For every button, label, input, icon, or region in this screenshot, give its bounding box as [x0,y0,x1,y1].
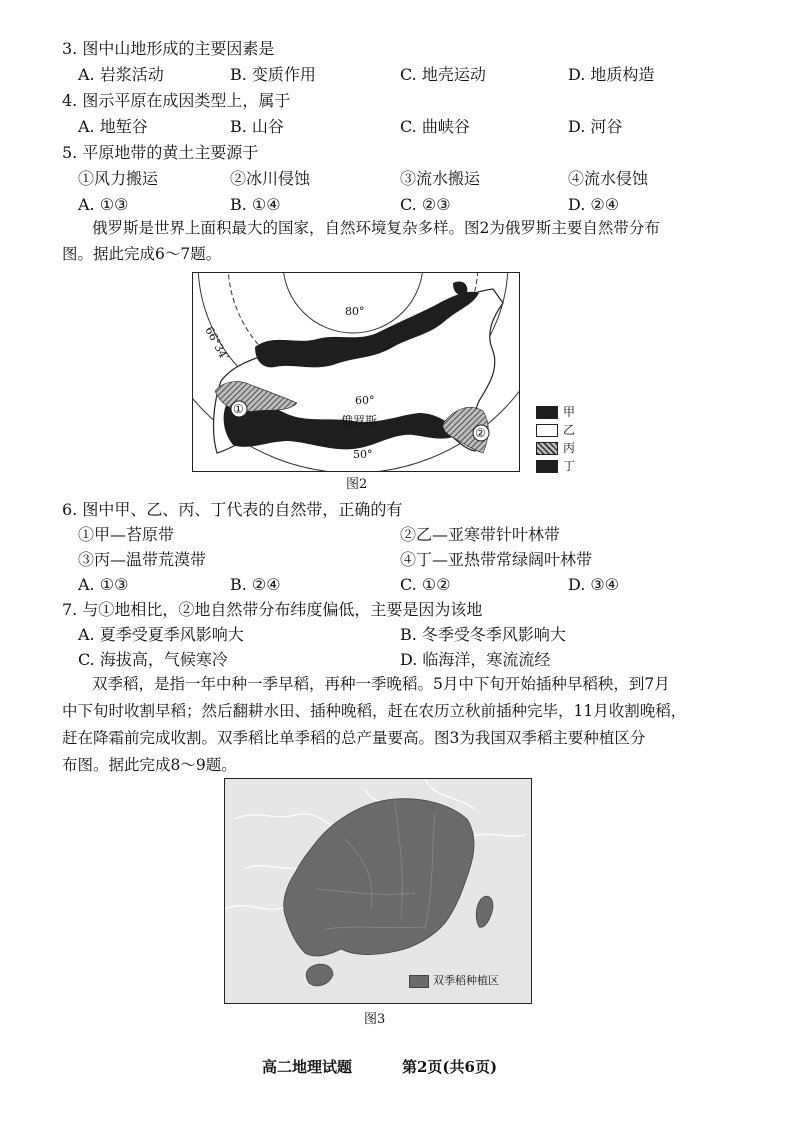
intro-rice-line2: 中下旬时收割早稻；然后翻耕水田、插种晚稻，赶在农历立秋前插种完毕，11月收割晚稻， [62,702,687,720]
label-lat-66: 66°34′ [202,324,231,363]
q6-item-4: ④丁—亚热带常绿阔叶林带 [400,550,593,569]
intro-russia-line2: 图。据此完成6～7题。 [62,245,222,263]
q6-stem: 6. 图中甲、乙、丙、丁代表的自然带，正确的有 [62,500,403,519]
q6-option-c: C. ①② [400,575,451,594]
legend-label-jia: 甲 [563,405,576,419]
q5-option-c: C. ②③ [400,195,451,214]
label-lat-60: 60° [355,394,375,407]
footer-page-number: 第2页(共6页) [402,1058,498,1076]
intro-rice-line3: 赶在降霜前完成收割。双季稻比单季稻的总产量要高。图3为我国双季稻主要种植区分 [62,729,646,747]
figure-3-caption: 图3 [364,1012,386,1027]
q4-option-b: B. 山谷 [230,117,284,136]
rice-region-mainland [284,799,474,956]
q4-option-c: C. 曲峡谷 [400,117,470,136]
q6-item-1: ①甲—苔原带 [78,525,175,544]
rice-region-hainan [306,964,333,986]
legend-label-yi: 乙 [563,423,576,437]
q3-option-a: A. 岩浆活动 [78,65,164,84]
q7-stem: 7. 与①地相比，②地自然带分布纬度偏低，主要是因为该地 [62,600,483,619]
label-lat-50: 50° [353,448,373,461]
intro-rice-line1: 双季稻，是指一年中种一季早稻，再种一季晚稻。5月中下旬开始插种早稻秧，到7月 [92,675,670,693]
q3-option-c: C. 地壳运动 [400,65,486,84]
footer-title: 高二地理试题 [262,1058,353,1076]
legend-swatch-yi [536,424,558,437]
label-site-1: ① [233,402,244,416]
q6-option-b: B. ②④ [230,575,281,594]
q5-option-b: B. ①④ [230,195,281,214]
intro-rice-line4: 布图。据此完成8～9题。 [62,756,237,774]
label-russia: 俄罗斯 [341,414,378,428]
legend-label-bing: 丙 [563,441,576,455]
q5-option-d: D. ②④ [568,195,620,214]
q6-item-3: ③丙—温带荒漠带 [78,550,207,569]
q5-item-4: ④流水侵蚀 [568,169,649,188]
q6-option-a: A. ①③ [78,575,129,594]
fig3-legend-swatch [409,975,429,988]
legend-swatch-ding [536,460,558,473]
q7-option-b: B. 冬季受冬季风影响大 [400,625,566,644]
label-site-2: ② [475,426,486,440]
russia-map-svg [193,273,519,471]
q4-option-d: D. 河谷 [568,117,623,136]
rice-region-taiwan [476,896,493,927]
q3-stem: 3. 图中山地形成的主要因素是 [62,39,275,58]
legend-swatch-jia [536,406,558,419]
q7-option-d: D. 临海洋，寒流流经 [400,650,551,669]
label-lat-80: 80° [345,305,365,318]
q4-option-a: A. 地堑谷 [78,117,148,136]
q6-option-d: D. ③④ [568,575,620,594]
figure-2-caption: 图2 [346,477,368,492]
figure-2-russia-map [192,272,520,472]
zone-dark-island [453,281,467,294]
fig3-legend-label: 双季稻种植区 [433,974,499,987]
q5-item-1: ①风力搬运 [78,169,159,188]
q5-item-3: ③流水搬运 [400,169,481,188]
q7-option-a: A. 夏季受夏季风影响大 [78,625,244,644]
q3-option-b: B. 变质作用 [230,65,316,84]
q5-stem: 5. 平原地带的黄土主要源于 [62,143,259,162]
legend-swatch-bing [536,442,558,455]
figure-3-rice-map [224,778,532,1004]
q5-option-a: A. ①③ [78,195,129,214]
q7-option-c: C. 海拔高，气候寒冷 [78,650,228,669]
intro-russia-line1: 俄罗斯是世界上面积最大的国家，自然环境复杂多样。图2为俄罗斯主要自然带分布 [92,219,660,237]
q5-item-2: ②冰川侵蚀 [230,169,311,188]
q6-item-2: ②乙—亚寒带针叶林带 [400,525,561,544]
legend-label-ding: 丁 [563,459,576,473]
q4-stem: 4. 图示平原在成因类型上，属于 [62,91,291,110]
rice-map-svg [225,779,531,1003]
q3-option-d: D. 地质构造 [568,65,655,84]
